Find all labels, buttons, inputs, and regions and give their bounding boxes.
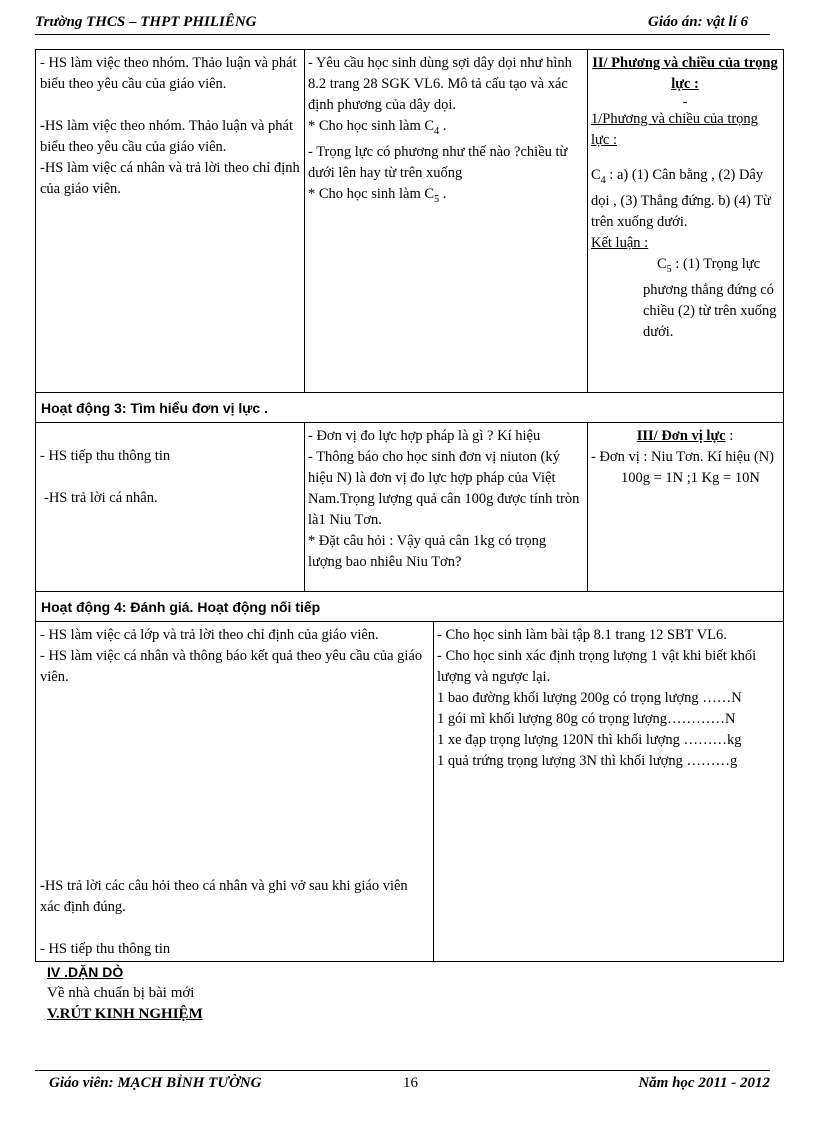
conclusion-label: Kết luận : [591,234,649,251]
school-name: Trường THCS – THPT PHILIÊNG [35,14,257,30]
lesson-table [35,49,784,962]
activity3-teacher-cell [304,423,587,576]
teacher-text: * Cho học sinh làm $C_4$ . [308,118,447,137]
page-number: 16 [403,1075,418,1091]
activity3-student-cell [36,423,304,512]
student-text: - HS tiếp thu thông tin [40,448,171,464]
activity3-title-row [36,392,783,423]
teacher-text: 1 xe đạp trọng lượng 120N thì khối lượng ………kg [437,732,742,748]
teacher-text: 1 gói mì khối lượng 80g có trọng lượng…………N [437,711,736,727]
lesson-title: Giáo án: vật lí 6 [648,14,748,30]
page-footer [35,1070,770,1095]
content-text: 100g = 1N ;1 Kg = 10N [621,470,760,486]
activity4-title-row [36,591,783,622]
page-header [35,12,770,35]
homework-heading: IV .DẶN DÒ [47,964,124,980]
student-text: -HS trả lời cá nhân. [44,490,158,506]
school-year: Năm học 2011 - 2012 [638,1075,770,1091]
teacher-text: * Cho học sinh làm $C_5$ . [308,185,447,205]
activity3-content-cell [587,423,783,492]
student-text: - HS làm việc cả lớp và trả lời theo chỉ định của giáo viên. [40,627,379,643]
content-subheading: 1/Phương và chiều của trọng lực : [591,111,758,148]
student-text: -HS trả lời các câu hỏi theo cá nhân và ghi vở sau khi giáo viên xác định đúng. [40,878,408,915]
content-dash: - [682,94,688,110]
activity3-row [36,422,783,592]
c5-answer: $C_5$ : (1) Trọng lực phương thẳng đứng có chiều (2) từ trên xuống dưới. [643,255,777,340]
teacher-text: - Đơn vị đo lực hợp pháp là gì ? Kí hiệu [308,428,541,444]
section2-row [36,50,783,392]
activity4-teacher-cell [433,622,783,775]
student-text: -HS làm việc cá nhân và trả lời theo chỉ định của giáo viên. [40,160,300,197]
experience-heading: V.RÚT KINH NGHIỆM [47,1006,203,1022]
student-text: - HS làm việc cá nhân và thông báo kết quả theo yêu cầu của giáo viên. [40,648,423,685]
teacher-text: - Cho học sinh xác định trọng lượng 1 vật khi biết khối lượng và ngược lại. [437,648,757,685]
section2-teacher-cell [304,50,587,213]
activity4-row [36,621,783,962]
student-text: - HS làm việc theo nhóm. Thảo luận và phát biểu theo yêu cầu của giáo viên. [40,55,297,92]
student-text: -HS làm việc theo nhóm. Thảo luận và phát biểu theo yêu cầu của giáo viên. [40,118,294,155]
teacher-text: - Cho học sinh làm bài tập 8.1 trang 12 SBT VL6. [437,627,727,643]
activity4-student-cell [36,622,433,962]
c4-answer: $C_4$ : a) (1) Cân bằng , (2) Dây dọi , (3) Thẳng đứng. b) (4) Từ trên xuống dưới. [591,167,771,230]
activity3-title: Hoạt động 3: Tìm hiểu đơn vị lực . [41,400,268,416]
homework-section [47,962,203,1025]
activity4-title: Hoạt động 4: Đánh giá. Hoạt động nối tiếp [41,599,321,615]
teacher-text: * Đặt câu hỏi : Vậy quả cân 1kg có trọng lượng bao nhiêu Niu Tơn? [308,533,547,570]
teacher-text: 1 bao đường khối lượng 200g có trọng lượng ……N [437,690,742,706]
teacher-text: - Trọng lực có phương như thế nào ?chiều từ dưới lên hay từ trên xuống [308,143,568,181]
teacher-text: - Thông báo cho học sinh đơn vị niuton (ký hiệu N) là đơn vị đo lực hợp pháp của Việt Nam.Trọng lượng quả cân 100g được tính tròn là1 Niu Tơn. [308,449,580,528]
student-text: - HS tiếp thu thông tin [40,941,171,957]
section2-student-cell [36,50,304,203]
content-heading: III/ Đơn vị lực : [636,428,734,444]
homework-text: Về nhà chuẩn bị bài mới [47,985,195,1001]
content-text: - Đơn vị : Niu Tơn. Kí hiệu (N) [591,449,775,465]
teacher-name: Giáo viên: MẠCH BỈNH TƯỜNG [49,1075,262,1091]
section2-content-cell [587,50,783,346]
teacher-text: 1 quả trứng trọng lượng 3N thì khối lượng ………g [437,753,738,769]
teacher-text: - Yêu cầu học sinh dùng sợi dây dọi như hình 8.2 trang 28 SGK VL6. Mô tả cấu tạo và xác định phương của dây dọi. [308,55,572,113]
content-heading: II/ Phương và chiều của trọng lực : [592,55,778,92]
